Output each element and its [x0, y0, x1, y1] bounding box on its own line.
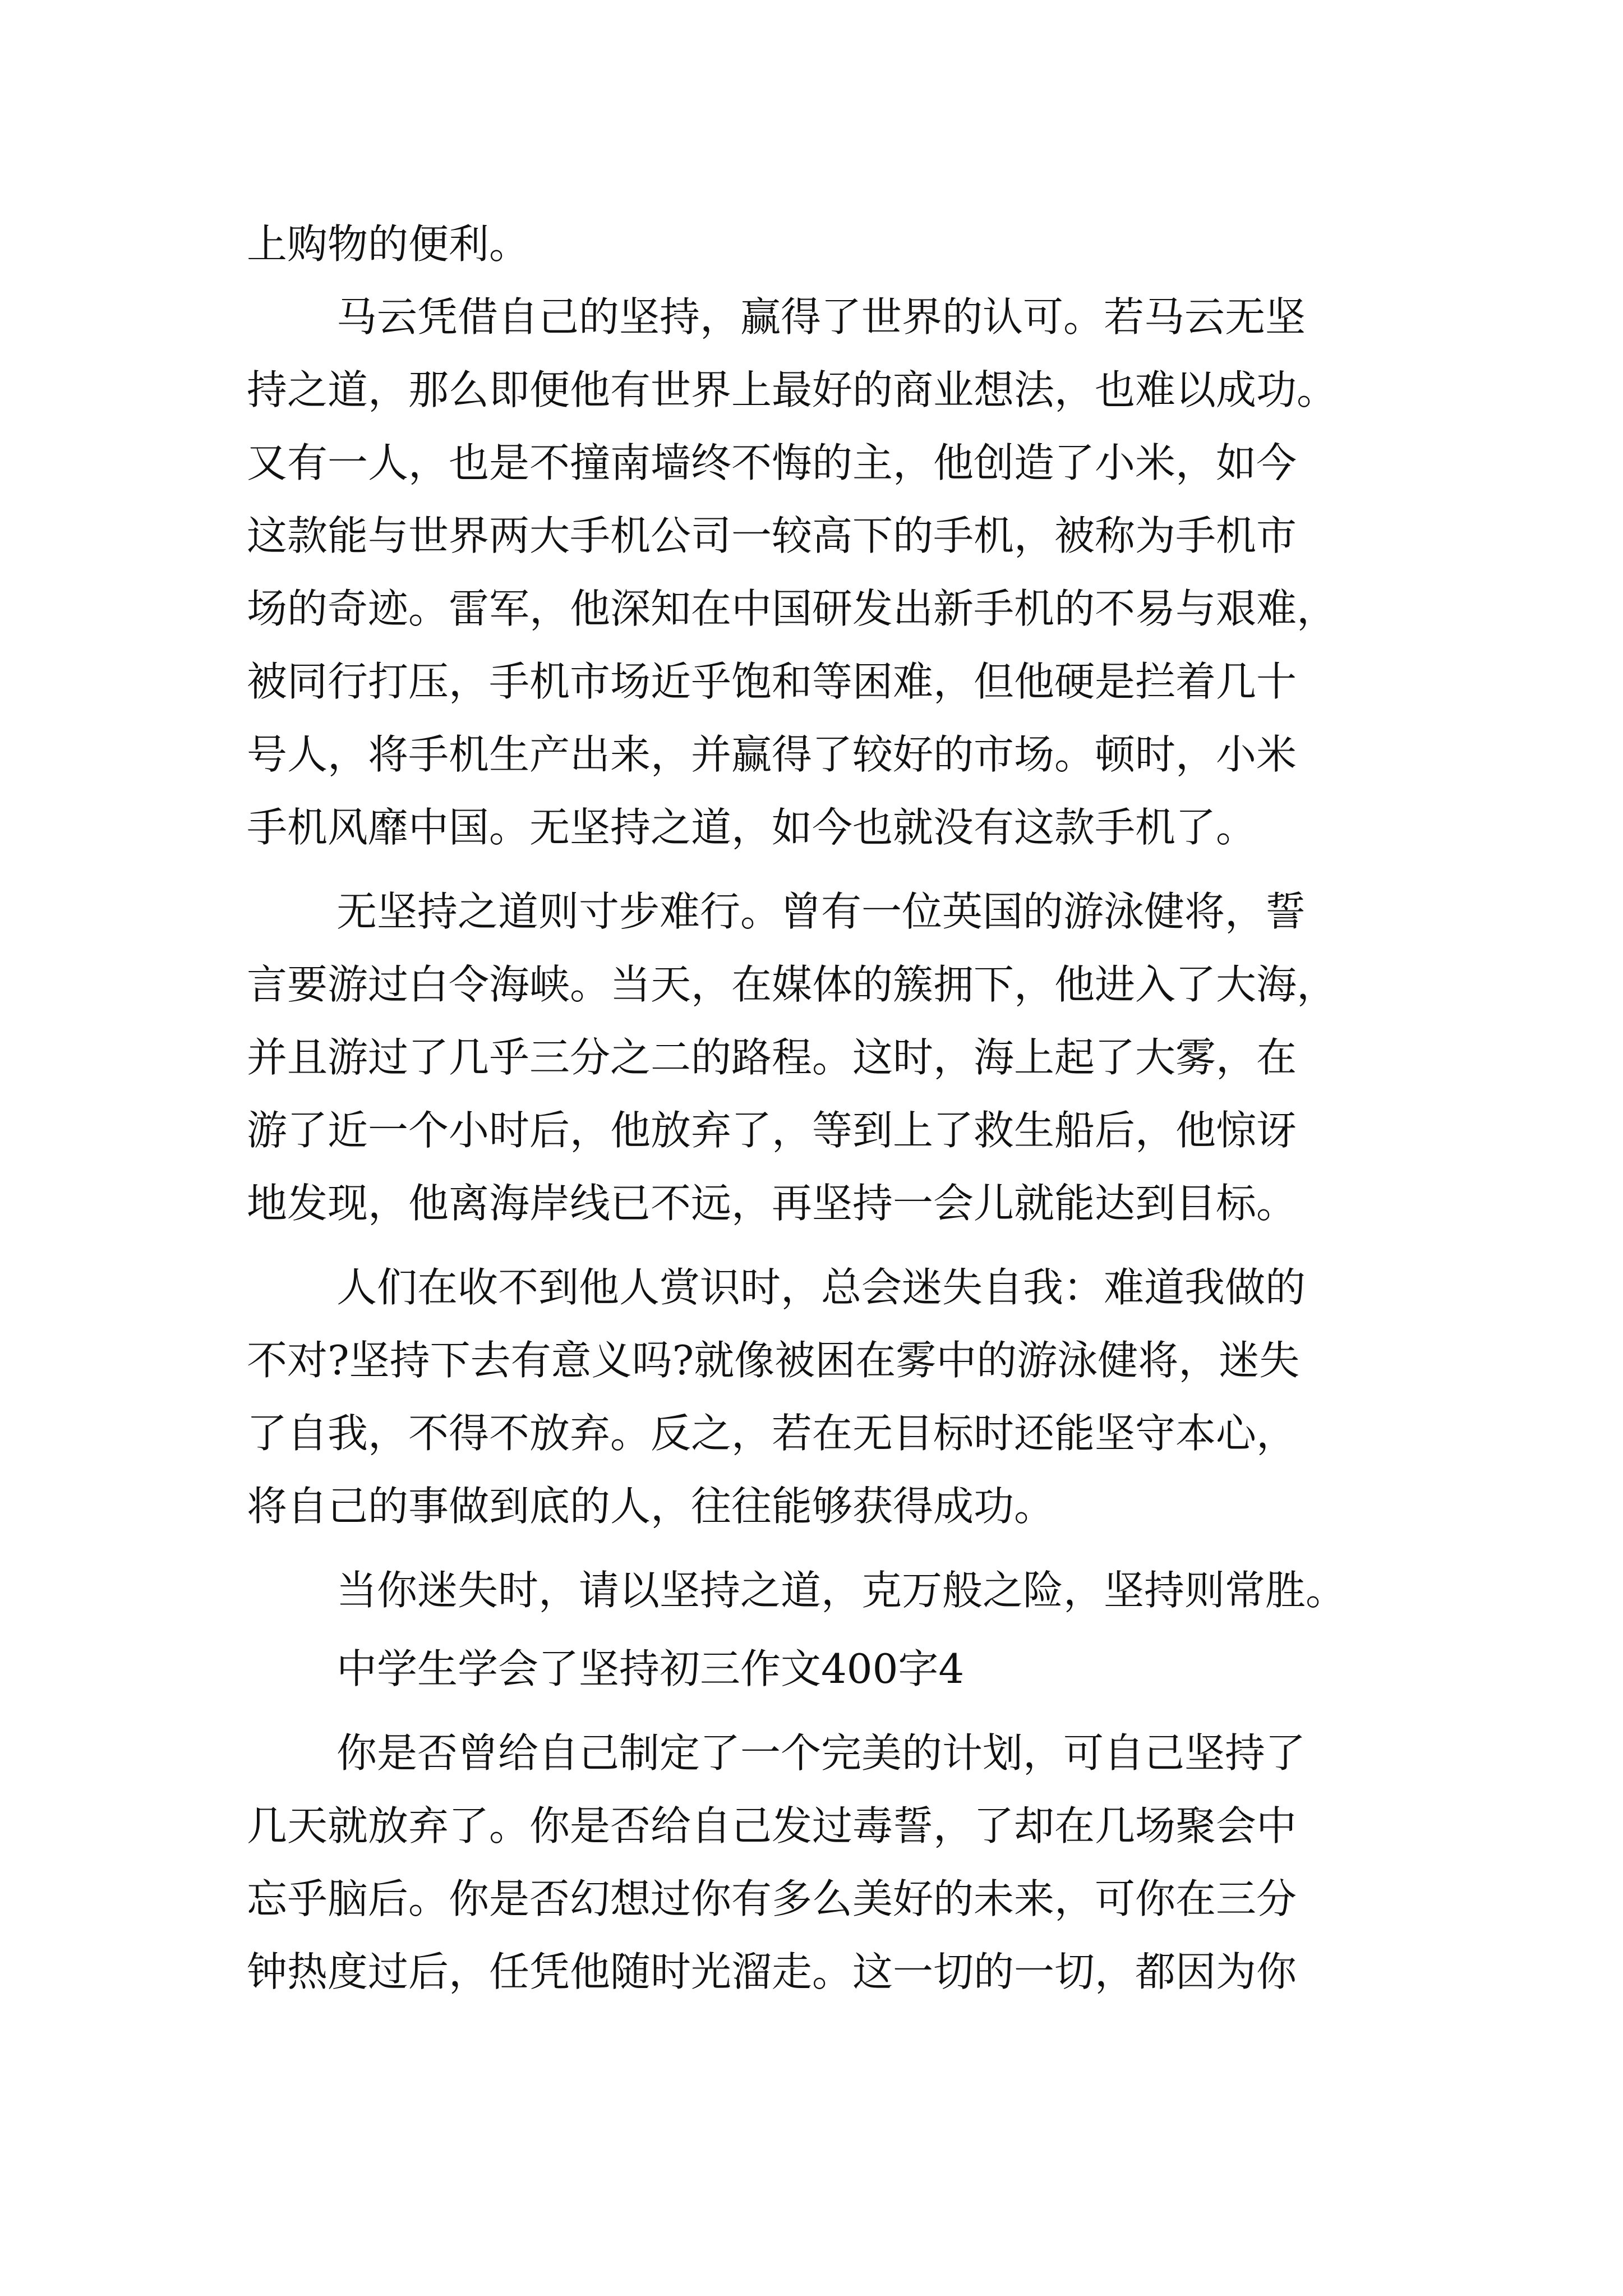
text-line: 持之道，那么即便他有世界上最好的商业想法，也难以成功。: [247, 366, 1338, 413]
paragraph-start-line: 人们在收不到他人赏识时，总会迷失自我：难道我做的: [336, 1264, 1306, 1311]
text-line: 这款能与世界两大手机公司一较高下的手机，被称为手机市: [247, 512, 1297, 559]
paragraph-start-line: 无坚持之道则寸步难行。曾有一位英国的游泳健将，誓: [336, 888, 1306, 935]
text-line: 并且游过了几乎三分之二的路程。这时，海上起了大雾，在: [247, 1034, 1297, 1081]
text-line: 被同行打压，手机市场近乎饱和等困难，但他硬是拦着几十: [247, 658, 1297, 705]
text-line: 言要游过白令海峡。当天，在媒体的簇拥下，他进入了大海，: [247, 961, 1338, 1008]
text-line: 地发现，他离海岸线已不远，再坚持一会儿就能达到目标。: [247, 1180, 1297, 1227]
text-line: 将自己的事做到底的人，往往能够获得成功。: [247, 1483, 1055, 1530]
text-line: 上购物的便利。: [247, 220, 530, 268]
text-line: 几天就放弃了。你是否给自己发过毒誓，了却在几场聚会中: [247, 1802, 1297, 1849]
text-line: 场的奇迹。雷军，他深知在中国研发出新手机的不易与艰难，: [247, 585, 1338, 632]
text-line: 忘乎脑后。你是否幻想过你有多么美好的未来，可你在三分: [247, 1875, 1297, 1922]
text-line: 了自我，不得不放弃。反之，若在无目标时还能坚守本心，: [247, 1410, 1297, 1457]
text-line: 手机风靡中国。无坚持之道，如今也就没有这款手机了。: [247, 804, 1257, 851]
paragraph-start-line: 当你迷失时，请以坚持之道，克万般之险，坚持则常胜。: [336, 1567, 1347, 1614]
text-line: 不对?坚持下去有意义吗?就像被困在雾中的游泳健将，迷失: [247, 1337, 1300, 1384]
text-line: 又有一人，也是不撞南墙终不悔的主，他创造了小米，如今: [247, 439, 1297, 486]
paragraph-start-line: 马云凭借自己的坚持，赢得了世界的认可。若马云无坚: [336, 293, 1306, 341]
text-line: 游了近一个小时后，他放弃了，等到上了救生船后，他惊讶: [247, 1107, 1297, 1154]
text-line: 号人，将手机生产出来，并赢得了较好的市场。顿时，小米: [247, 731, 1297, 778]
paragraph-start-line: 你是否曾给自己制定了一个完美的计划，可自己坚持了: [336, 1729, 1306, 1777]
section-heading: 中学生学会了坚持初三作文400字4: [336, 1645, 965, 1692]
text-line: 钟热度过后，任凭他随时光溜走。这一切的一切，都因为你: [247, 1948, 1297, 1995]
